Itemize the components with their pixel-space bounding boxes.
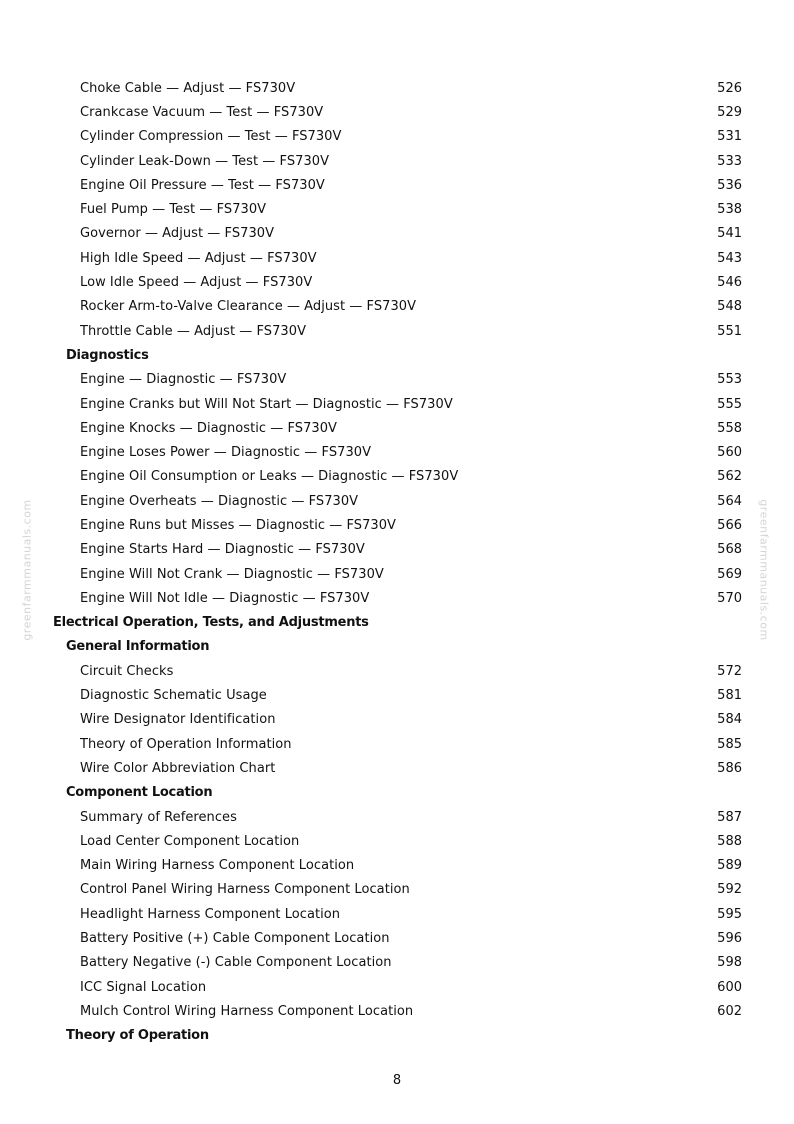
toc-entry-title: Engine Will Not Crank — Diagnostic — FS730V xyxy=(80,566,384,582)
toc-entry[interactable] xyxy=(0,222,794,246)
toc-entry-page: 569 xyxy=(717,566,742,582)
table-of-contents xyxy=(0,76,794,1048)
toc-entry-page: 551 xyxy=(717,323,742,339)
toc-entry-page: 572 xyxy=(717,663,742,679)
toc-entry-title: General Information xyxy=(66,639,210,655)
toc-entry-page: 595 xyxy=(717,906,742,922)
toc-entry-page: 548 xyxy=(717,299,742,315)
toc-entry-title: Diagnostics xyxy=(66,347,149,363)
toc-entry-page: 568 xyxy=(717,542,742,558)
toc-entry-page: 546 xyxy=(717,275,742,291)
toc-entry[interactable] xyxy=(0,878,794,902)
toc-entry-title: ICC Signal Location xyxy=(80,979,207,995)
toc-entry[interactable] xyxy=(0,416,794,440)
toc-entry[interactable] xyxy=(0,76,794,100)
toc-entry-title: High Idle Speed — Adjust — FS730V xyxy=(80,250,317,266)
toc-entry[interactable] xyxy=(0,368,794,392)
subsection-heading xyxy=(0,635,794,659)
toc-entry-page: 598 xyxy=(717,955,742,971)
toc-entry-title: Engine — Diagnostic — FS730V xyxy=(80,372,287,388)
toc-entry-title: Theory of Operation Information xyxy=(80,736,292,752)
toc-entry-title: Throttle Cable — Adjust — FS730V xyxy=(80,323,307,339)
toc-entry-page: 584 xyxy=(717,712,742,728)
toc-entry[interactable] xyxy=(0,586,794,610)
toc-entry-title: Component Location xyxy=(66,785,213,801)
toc-entry-title: Theory of Operation xyxy=(66,1028,209,1044)
toc-entry-title: Wire Designator Identification xyxy=(80,712,276,728)
toc-entry[interactable] xyxy=(0,902,794,926)
toc-entry[interactable] xyxy=(0,683,794,707)
toc-entry-page: 589 xyxy=(717,858,742,874)
toc-entry[interactable] xyxy=(0,975,794,999)
toc-entry-title: Engine Oil Consumption or Leaks — Diagnostic — FS730V xyxy=(80,469,459,485)
page-number: 8 xyxy=(392,1073,402,1088)
toc-entry-title: Engine Starts Hard — Diagnostic — FS730V xyxy=(80,542,365,558)
toc-entry-page: 555 xyxy=(717,396,742,412)
toc-entry[interactable] xyxy=(0,805,794,829)
toc-entry-title: Engine Loses Power — Diagnostic — FS730V xyxy=(80,445,372,461)
toc-entry-page: 531 xyxy=(717,129,742,145)
subsection-heading xyxy=(0,781,794,805)
toc-entry-page: 587 xyxy=(717,809,742,825)
watermark-left: greenfarmmanuals.com xyxy=(20,499,34,641)
subsection-heading xyxy=(0,343,794,367)
toc-entry[interactable] xyxy=(0,100,794,124)
toc-entry-title: Circuit Checks xyxy=(80,663,174,679)
toc-entry-page: 570 xyxy=(717,590,742,606)
toc-entry-title: Choke Cable — Adjust — FS730V xyxy=(80,80,296,96)
toc-entry[interactable] xyxy=(0,708,794,732)
toc-entry-title: Engine Knocks — Diagnostic — FS730V xyxy=(80,420,338,436)
toc-entry-title: Cylinder Leak-Down — Test — FS730V xyxy=(80,153,330,169)
toc-entry[interactable] xyxy=(0,732,794,756)
toc-entry-page: 529 xyxy=(717,104,742,120)
toc-entry[interactable] xyxy=(0,197,794,221)
toc-entry-page: 564 xyxy=(717,493,742,509)
toc-entry-page: 602 xyxy=(717,1003,742,1019)
toc-entry[interactable] xyxy=(0,319,794,343)
toc-entry-title: Wire Color Abbreviation Chart xyxy=(80,760,276,776)
toc-entry[interactable] xyxy=(0,295,794,319)
toc-entry[interactable] xyxy=(0,854,794,878)
toc-entry[interactable] xyxy=(0,513,794,537)
toc-entry-page: 596 xyxy=(717,931,742,947)
toc-entry[interactable] xyxy=(0,538,794,562)
toc-entry[interactable] xyxy=(0,440,794,464)
toc-entry-page: 588 xyxy=(717,833,742,849)
toc-entry-page: 526 xyxy=(717,80,742,96)
toc-entry[interactable] xyxy=(0,999,794,1023)
toc-entry-page: 558 xyxy=(717,420,742,436)
toc-entry-page: 566 xyxy=(717,517,742,533)
toc-entry[interactable] xyxy=(0,926,794,950)
subsection-heading xyxy=(0,1024,794,1048)
toc-entry-title: Governor — Adjust — FS730V xyxy=(80,226,275,242)
toc-entry-page: 541 xyxy=(717,226,742,242)
toc-entry[interactable] xyxy=(0,173,794,197)
toc-entry[interactable] xyxy=(0,756,794,780)
watermark-right: greenfarmmanuals.com xyxy=(757,499,771,641)
toc-entry[interactable] xyxy=(0,246,794,270)
toc-entry[interactable] xyxy=(0,149,794,173)
toc-entry-title: Engine Runs but Misses — Diagnostic — FS730V xyxy=(80,517,396,533)
toc-entry-page: 592 xyxy=(717,882,742,898)
toc-entry-page: 586 xyxy=(717,760,742,776)
toc-entry-page: 600 xyxy=(717,979,742,995)
toc-entry-title: Cylinder Compression — Test — FS730V xyxy=(80,129,342,145)
toc-entry-title: Crankcase Vacuum — Test — FS730V xyxy=(80,104,324,120)
toc-entry-title: Control Panel Wiring Harness Component Location xyxy=(80,882,410,898)
toc-entry-page: 536 xyxy=(717,177,742,193)
toc-entry-page: 562 xyxy=(717,469,742,485)
toc-entry-title: Low Idle Speed — Adjust — FS730V xyxy=(80,275,313,291)
toc-entry[interactable] xyxy=(0,659,794,683)
toc-entry[interactable] xyxy=(0,270,794,294)
toc-entry-title: Main Wiring Harness Component Location xyxy=(80,858,355,874)
toc-entry-page: 538 xyxy=(717,202,742,218)
toc-entry[interactable] xyxy=(0,392,794,416)
toc-entry-title: Engine Oil Pressure — Test — FS730V xyxy=(80,177,325,193)
section-heading xyxy=(0,611,794,635)
toc-entry[interactable] xyxy=(0,829,794,853)
toc-entry-page: 553 xyxy=(717,372,742,388)
toc-entry-title: Headlight Harness Component Location xyxy=(80,906,341,922)
toc-entry-page: 581 xyxy=(717,688,742,704)
toc-entry[interactable] xyxy=(0,125,794,149)
toc-entry-title: Diagnostic Schematic Usage xyxy=(80,688,267,704)
toc-entry-title: Mulch Control Wiring Harness Component Location xyxy=(80,1003,414,1019)
toc-entry-title: Battery Negative (-) Cable Component Location xyxy=(80,955,392,971)
toc-entry[interactable] xyxy=(0,465,794,489)
toc-entry-page: 543 xyxy=(717,250,742,266)
toc-entry-title: Engine Overheats — Diagnostic — FS730V xyxy=(80,493,359,509)
toc-entry[interactable] xyxy=(0,951,794,975)
toc-entry-title: Engine Will Not Idle — Diagnostic — FS730V xyxy=(80,590,370,606)
toc-entry-title: Rocker Arm-to-Valve Clearance — Adjust — FS730V xyxy=(80,299,417,315)
toc-entry-page: 533 xyxy=(717,153,742,169)
toc-entry[interactable] xyxy=(0,562,794,586)
toc-entry-page: 585 xyxy=(717,736,742,752)
toc-entry-title: Summary of References xyxy=(80,809,237,825)
toc-entry-title: Fuel Pump — Test — FS730V xyxy=(80,202,267,218)
toc-entry[interactable] xyxy=(0,489,794,513)
toc-entry-title: Engine Cranks but Will Not Start — Diagnostic — FS730V xyxy=(80,396,453,412)
toc-entry-page: 560 xyxy=(717,445,742,461)
toc-entry-title: Electrical Operation, Tests, and Adjustments xyxy=(53,615,369,631)
toc-entry-title: Battery Positive (+) Cable Component Location xyxy=(80,931,390,947)
toc-entry-title: Load Center Component Location xyxy=(80,833,300,849)
